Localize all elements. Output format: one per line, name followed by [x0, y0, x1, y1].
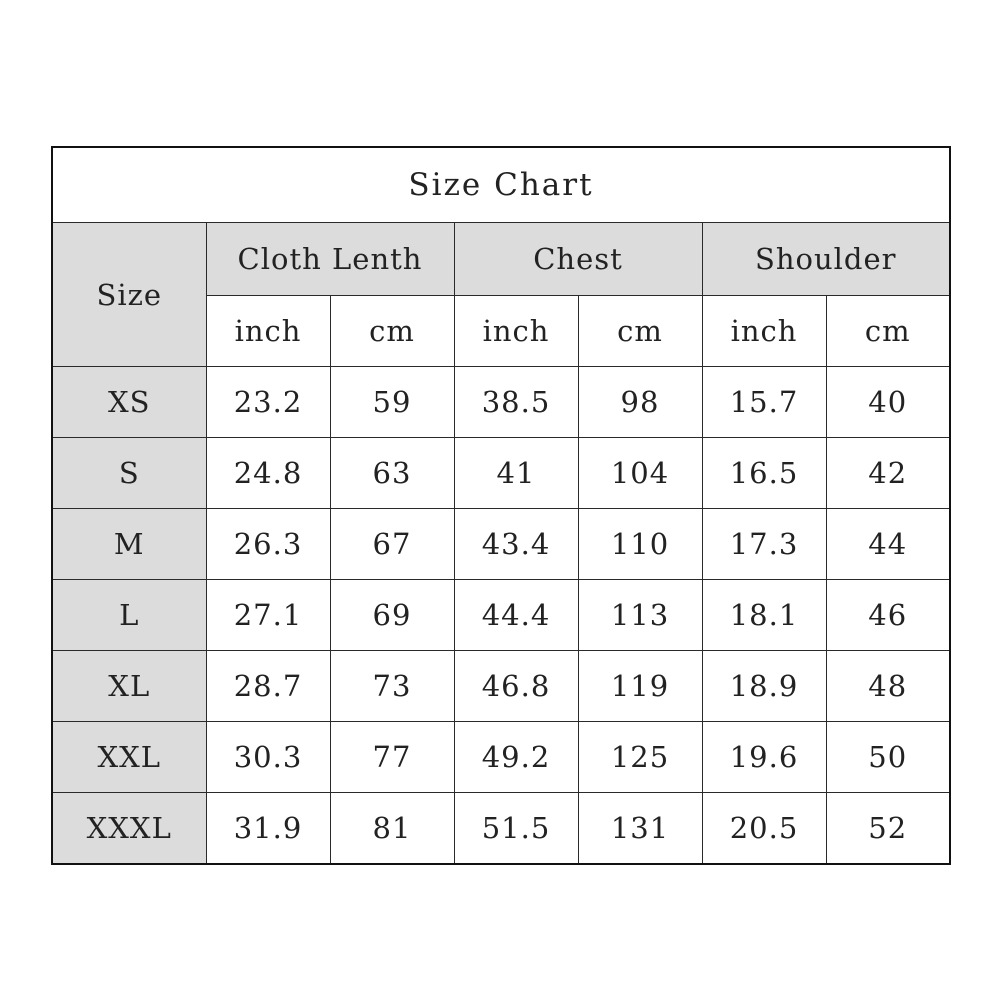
- size-label-cell: XXXL: [52, 793, 206, 865]
- measurement-cell: 77: [330, 722, 454, 793]
- measurement-cell: 119: [578, 651, 702, 722]
- group-header-chest: Chest: [454, 223, 702, 296]
- measurement-cell: 110: [578, 509, 702, 580]
- measurement-cell: 51.5: [454, 793, 578, 865]
- measurement-cell: 23.2: [206, 367, 330, 438]
- size-label-cell: XXL: [52, 722, 206, 793]
- unit-header-cell: inch: [454, 296, 578, 367]
- table-row: [52, 793, 950, 865]
- group-header-row: [52, 223, 950, 296]
- measurement-cell: 38.5: [454, 367, 578, 438]
- measurement-cell: 104: [578, 438, 702, 509]
- table-row: [52, 509, 950, 580]
- table-row: [52, 367, 950, 438]
- measurement-cell: 17.3: [702, 509, 826, 580]
- table-row: [52, 580, 950, 651]
- measurement-cell: 26.3: [206, 509, 330, 580]
- measurement-cell: 50: [826, 722, 950, 793]
- size-label-cell: L: [52, 580, 206, 651]
- measurement-cell: 113: [578, 580, 702, 651]
- measurement-cell: 31.9: [206, 793, 330, 865]
- table-row: [52, 438, 950, 509]
- measurement-cell: 44: [826, 509, 950, 580]
- measurement-cell: 40: [826, 367, 950, 438]
- measurement-cell: 41: [454, 438, 578, 509]
- unit-header-cell: cm: [826, 296, 950, 367]
- size-label-cell: XS: [52, 367, 206, 438]
- measurement-cell: 46.8: [454, 651, 578, 722]
- measurement-cell: 44.4: [454, 580, 578, 651]
- measurement-cell: 16.5: [702, 438, 826, 509]
- measurement-cell: 49.2: [454, 722, 578, 793]
- measurement-cell: 30.3: [206, 722, 330, 793]
- measurement-cell: 73: [330, 651, 454, 722]
- table-row: [52, 722, 950, 793]
- measurement-cell: 48: [826, 651, 950, 722]
- unit-header-cell: inch: [206, 296, 330, 367]
- measurement-cell: 18.9: [702, 651, 826, 722]
- size-label-cell: M: [52, 509, 206, 580]
- chart-title: Size Chart: [52, 147, 950, 223]
- size-label-cell: S: [52, 438, 206, 509]
- measurement-cell: 42: [826, 438, 950, 509]
- measurement-cell: 27.1: [206, 580, 330, 651]
- group-header-shoulder: Shoulder: [702, 223, 950, 296]
- size-label-cell: XL: [52, 651, 206, 722]
- measurement-cell: 46: [826, 580, 950, 651]
- measurement-cell: 67: [330, 509, 454, 580]
- measurement-cell: 81: [330, 793, 454, 865]
- title-row: [52, 147, 950, 223]
- measurement-cell: 15.7: [702, 367, 826, 438]
- measurement-cell: 28.7: [206, 651, 330, 722]
- size-chart-table: [51, 146, 951, 865]
- size-column-header: Size: [52, 223, 206, 367]
- measurement-cell: 131: [578, 793, 702, 865]
- measurement-cell: 43.4: [454, 509, 578, 580]
- measurement-cell: 24.8: [206, 438, 330, 509]
- table-row: [52, 651, 950, 722]
- measurement-cell: 59: [330, 367, 454, 438]
- measurement-cell: 98: [578, 367, 702, 438]
- measurement-cell: 20.5: [702, 793, 826, 865]
- unit-header-cell: cm: [578, 296, 702, 367]
- unit-header-cell: inch: [702, 296, 826, 367]
- measurement-cell: 52: [826, 793, 950, 865]
- measurement-cell: 19.6: [702, 722, 826, 793]
- unit-header-cell: cm: [330, 296, 454, 367]
- group-header-cloth-length: Cloth Lenth: [206, 223, 454, 296]
- measurement-cell: 18.1: [702, 580, 826, 651]
- measurement-cell: 63: [330, 438, 454, 509]
- measurement-cell: 125: [578, 722, 702, 793]
- measurement-cell: 69: [330, 580, 454, 651]
